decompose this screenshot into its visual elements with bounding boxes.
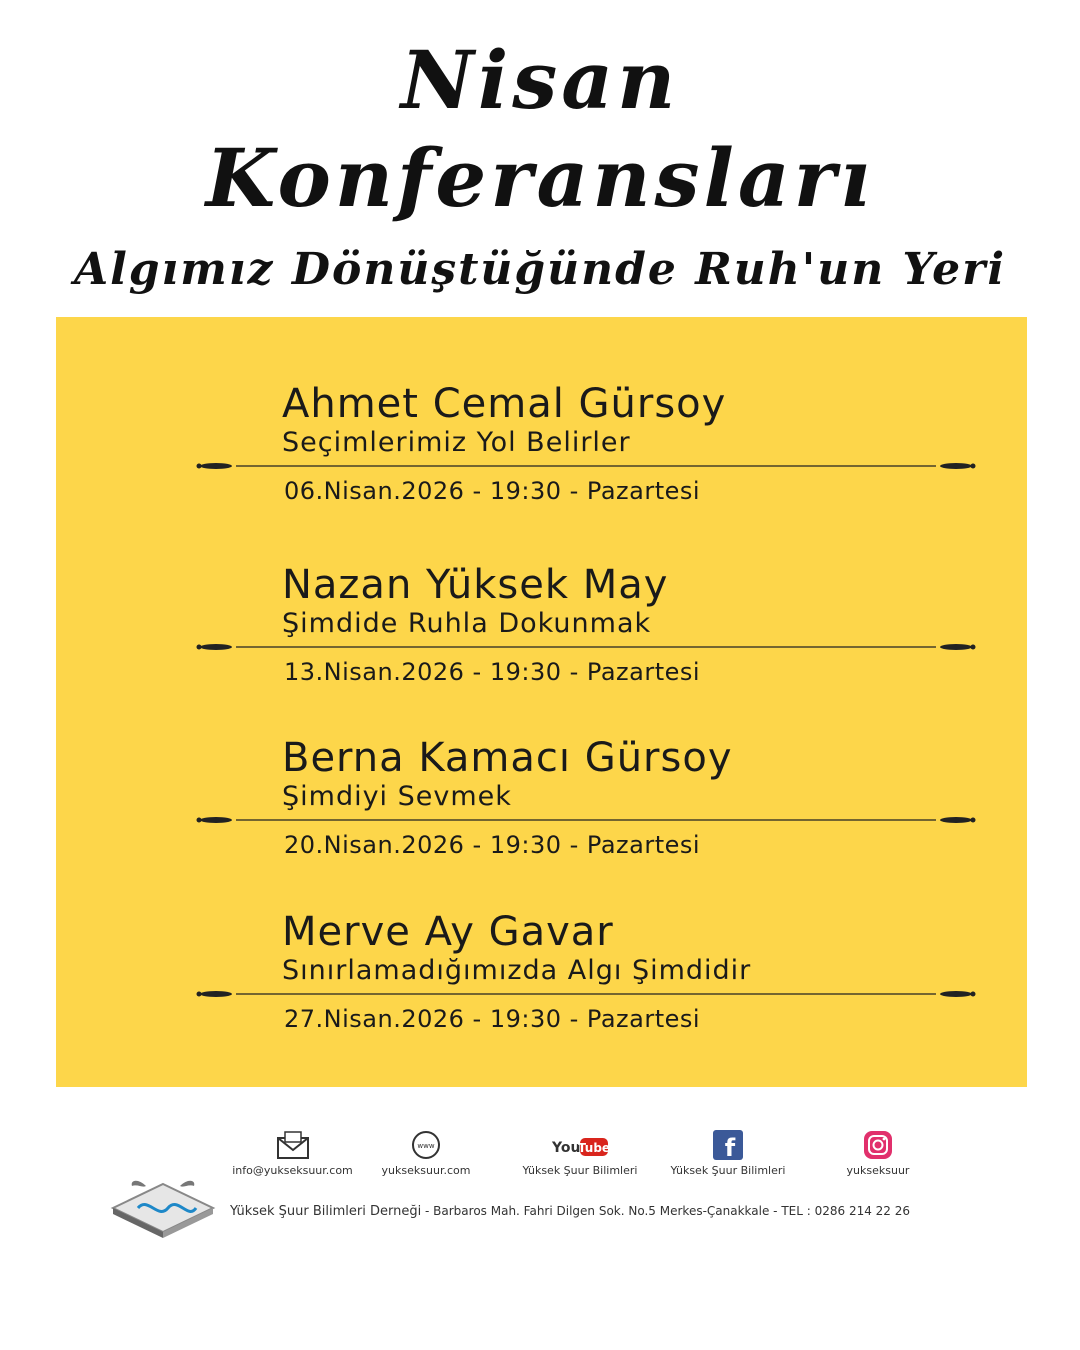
org-name: Yüksek Şuur Bilimleri Derneği — [230, 1204, 422, 1219]
svg-text:f: f — [724, 1134, 736, 1160]
svg-text:www: www — [417, 1142, 435, 1150]
event-item — [56, 560, 1027, 700]
event-date: 27.Nisan.2026 - 19:30 - Pazartesi — [284, 1005, 701, 1033]
email-link[interactable] — [230, 1130, 355, 1177]
page-subtitle: Algımız Dönüştüğünde Ruh'un Yeri — [73, 244, 1007, 295]
talk-title: Şimdide Ruhla Dokunmak — [282, 608, 652, 639]
speaker-name: Merve Ay Gavar — [282, 909, 614, 955]
ornamental-divider — [196, 813, 976, 827]
instagram-label: yukseksuur — [846, 1164, 910, 1177]
instagram-icon — [863, 1130, 893, 1160]
contact-links — [0, 1130, 1080, 1180]
website-link[interactable] — [378, 1130, 474, 1177]
address-line — [230, 1204, 910, 1219]
event-item — [56, 733, 1027, 873]
talk-title: Şimdiyi Sevmek — [282, 781, 512, 812]
event-date: 06.Nisan.2026 - 19:30 - Pazartesi — [284, 477, 701, 505]
page-title-line1: Nisan — [400, 33, 680, 127]
speaker-name: Ahmet Cemal Gürsoy — [282, 381, 727, 427]
facebook-link[interactable] — [666, 1130, 790, 1177]
event-item — [56, 907, 1027, 1047]
events-panel — [56, 317, 1027, 1087]
youtube-label: Yüksek Şuur Bilimleri — [522, 1164, 638, 1177]
youtube-icon — [550, 1130, 610, 1160]
youtube-link[interactable] — [518, 1130, 642, 1177]
www-globe-icon — [409, 1130, 443, 1160]
association-logo — [108, 1176, 218, 1238]
facebook-label: Yüksek Şuur Bilimleri — [670, 1164, 786, 1177]
ornamental-divider — [196, 459, 976, 473]
talk-title: Sınırlamadığımızda Algı Şimdidir — [282, 955, 752, 986]
speaker-name: Nazan Yüksek May — [282, 562, 669, 608]
page-title-line2: Konferansları — [205, 131, 875, 225]
event-item — [56, 379, 1027, 519]
svg-text:Tube: Tube — [577, 1141, 610, 1155]
talk-title: Seçimlerimiz Yol Belirler — [282, 427, 631, 458]
instagram-link[interactable] — [838, 1130, 918, 1177]
ornamental-divider — [196, 640, 976, 654]
facebook-icon — [713, 1130, 743, 1160]
event-date: 20.Nisan.2026 - 19:30 - Pazartesi — [284, 831, 701, 859]
ornamental-divider — [196, 987, 976, 1001]
event-date: 13.Nisan.2026 - 19:30 - Pazartesi — [284, 658, 701, 686]
email-label: info@yukseksuur.com — [232, 1164, 353, 1177]
org-address: - Barbaros Mah. Fahri Dilgen Sok. No.5 Merkes-Çanakkale - TEL : 0286 214 22 26 — [421, 1204, 911, 1218]
speaker-name: Berna Kamacı Gürsoy — [282, 735, 733, 781]
svg-text:You: You — [552, 1140, 581, 1156]
website-label: yukseksuur.com — [381, 1164, 471, 1177]
envelope-icon — [275, 1130, 311, 1160]
